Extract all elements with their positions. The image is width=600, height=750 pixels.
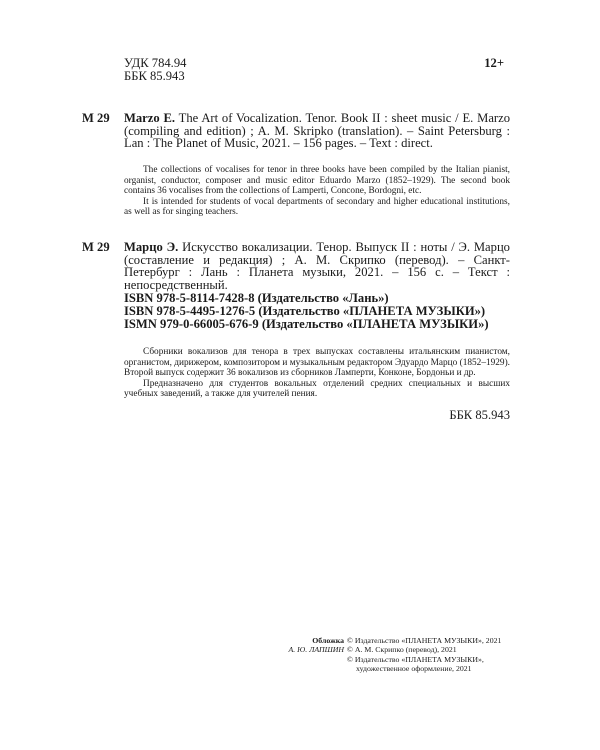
english-entry bbox=[82, 111, 511, 151]
cover-credit-name: А. Ю. ЛАПШИН bbox=[288, 645, 344, 655]
entry-citation: Искусство вокализации. Тенор. Выпуск II : ноты / Э. Марцо (составление и редакция) ; А. М. Скрипко (перевод). – Санкт-Петербург : Лань : Планета музыки, 2021. – 156 с. – Текст : непосредственный. bbox=[124, 240, 510, 293]
isbn-list bbox=[124, 292, 489, 330]
bbk-code: ББК 85.943 bbox=[124, 68, 185, 83]
russian-entry bbox=[82, 240, 510, 293]
isbn-line: ISBN 978-5-4495-1276-5 (Издательство «ПЛАНЕТА МУЗЫКИ») bbox=[124, 303, 486, 318]
english-abstract bbox=[124, 165, 510, 218]
classification-codes bbox=[124, 57, 186, 82]
copyright-line: © А. М. Скрипко (перевод), 2021 bbox=[347, 645, 457, 655]
abstract-paragraph: It is intended for students of vocal departments of secondary and higher educational institutions, as well as for singing teachers. bbox=[124, 196, 510, 217]
udk-code: УДК 784.94 bbox=[124, 56, 187, 70]
abstract-paragraph: Предназначено для студентов вокальных отделений средних специальных и высших учебных заведений, а также для учителей пения. bbox=[124, 378, 510, 399]
copyright-line: © Издательство «ПЛАНЕТА МУЗЫКИ», bbox=[347, 654, 484, 664]
bbk-footer: ББК 85.943 bbox=[449, 408, 510, 422]
abstract-paragraph: Сборники вокализов для тенора в трех выпусках составлены итальянским пианистом, органистом, дирижером, композитором и музыкальным редактором Эдуардо Марцо (1852–1929). Второй выпуск содержит 36 вокализов из сборников Ламперти, Конконе, Бордоньи и др. bbox=[124, 347, 510, 378]
cover-credit bbox=[270, 636, 344, 655]
copyright-line: художественное оформление, 2021 bbox=[356, 664, 472, 674]
entry-citation: The Art of Vocalization. Tenor. Book II : sheet music / E. Marzo (compiling and edition) ; A. M. Skripko (translation). – Saint Petersburg : Lan : The Planet of Music, 2021. – 156 pages. – Text : direct. bbox=[124, 111, 511, 151]
copyright-notices bbox=[347, 636, 501, 674]
entry-author: Марцо Э. bbox=[124, 240, 179, 254]
entry-code: М 29 bbox=[82, 111, 110, 125]
isbn-line: ISBN 978-5-8114-7428-8 (Издательство «Лань») bbox=[124, 291, 389, 305]
cover-credit-label: Обложка bbox=[312, 636, 344, 645]
copyright-line: © Издательство «ПЛАНЕТА МУЗЫКИ», 2021 bbox=[347, 636, 502, 645]
abstract-paragraph: The collections of vocalises for tenor in three books have been compiled by the Italian pianist, organist, conductor, composer and music editor Eduardo Marzo (1852–1929). The second book contains 36 vocalises from the collections of Lamperti, Concone, Bordogni, etc. bbox=[124, 165, 510, 196]
ismn-line: ISMN 979-0-66005-676-9 (Издательство «ПЛАНЕТА МУЗЫКИ») bbox=[124, 316, 489, 331]
russian-abstract bbox=[124, 347, 510, 400]
age-rating: 12+ bbox=[484, 56, 504, 70]
entry-author: Marzo E. bbox=[124, 111, 176, 125]
entry-code: М 29 bbox=[82, 240, 110, 254]
